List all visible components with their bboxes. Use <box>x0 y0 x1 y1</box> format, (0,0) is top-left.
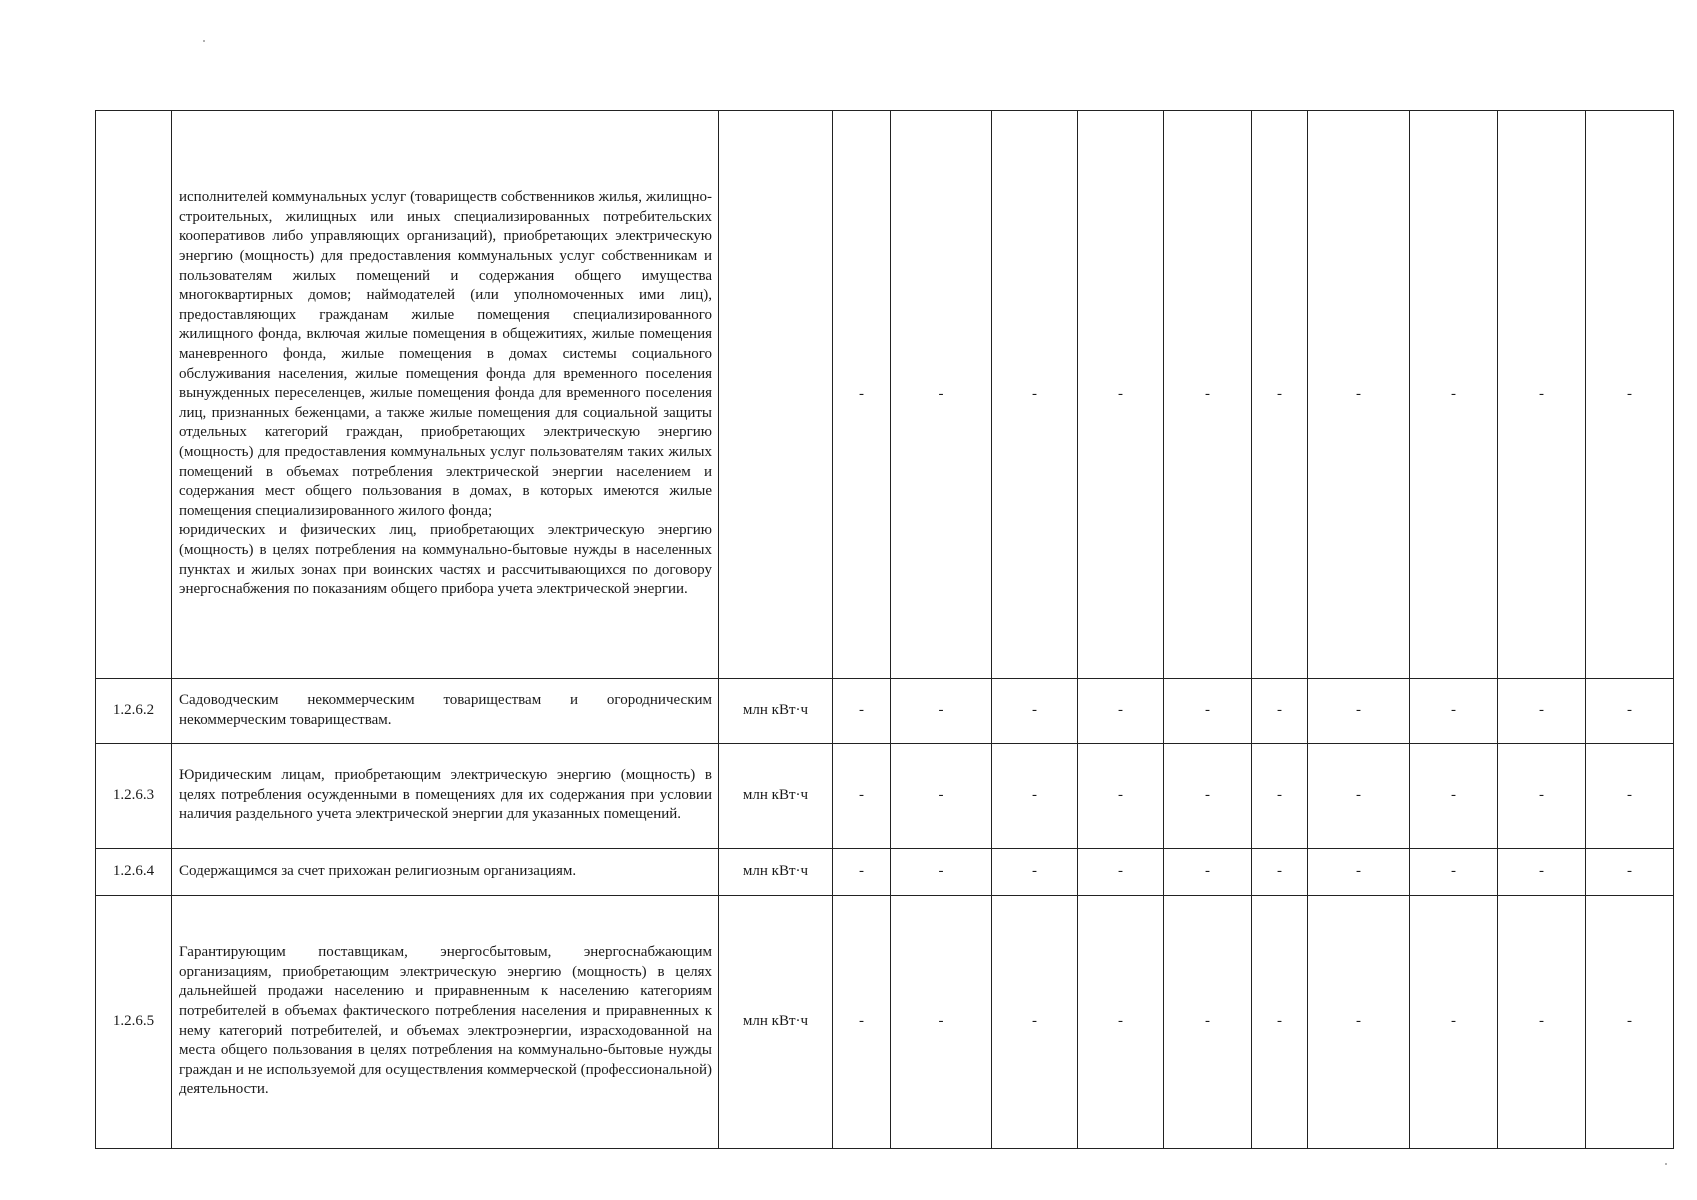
scan-speck <box>1665 1163 1667 1165</box>
value-cell: - <box>833 679 891 744</box>
description-paragraph: Юридическим лицам, приобретающим электрическую энергию (мощность) в целях потребления осужденными в помещениях для их содержания при условии наличия раздельного учета электрической энергии для указанных помещений. <box>179 767 712 823</box>
value-cell: - <box>1586 896 1674 1149</box>
table-row <box>96 896 1674 1149</box>
value-cell: - <box>992 679 1078 744</box>
row-description <box>172 679 719 744</box>
data-table <box>95 110 1674 1149</box>
value-cell: - <box>1308 896 1410 1149</box>
table-row <box>96 849 1674 896</box>
value-cell: - <box>1164 849 1252 896</box>
value-cell: - <box>992 849 1078 896</box>
row-unit: млн кВт·ч <box>719 896 833 1149</box>
value-cell: - <box>1410 111 1498 679</box>
value-cell: - <box>1410 849 1498 896</box>
value-cell: - <box>992 111 1078 679</box>
row-description <box>172 744 719 849</box>
value-cell: - <box>1410 896 1498 1149</box>
value-cell: - <box>891 111 992 679</box>
value-cell: - <box>1078 111 1164 679</box>
value-cell: - <box>1164 111 1252 679</box>
table-row <box>96 111 1674 679</box>
row-unit: млн кВт·ч <box>719 744 833 849</box>
value-cell: - <box>1586 849 1674 896</box>
value-cell: - <box>1586 111 1674 679</box>
value-cell: - <box>891 679 992 744</box>
row-number: 1.2.6.5 <box>96 896 172 1149</box>
value-cell: - <box>992 744 1078 849</box>
value-cell: - <box>833 744 891 849</box>
table-row <box>96 744 1674 849</box>
value-cell: - <box>1252 849 1308 896</box>
value-cell: - <box>1308 744 1410 849</box>
description-paragraph: Содержащимся за счет прихожан религиозным организациям. <box>179 862 577 879</box>
value-cell: - <box>1498 849 1586 896</box>
row-description <box>172 111 719 679</box>
value-cell: - <box>1308 111 1410 679</box>
description-paragraph: юридических и физических лиц, приобретающих электрическую энергию (мощность) в целях потребления на коммунально-бытовые нужды в населенных пунктах и жилых зонах при воинских частях и рассчитывающихся по договору энергоснабжения по показаниям общего прибора учета электрической энергии. <box>179 522 712 598</box>
value-cell: - <box>1252 896 1308 1149</box>
row-description <box>172 896 719 1149</box>
value-cell: - <box>833 849 891 896</box>
value-cell: - <box>891 744 992 849</box>
scan-speck <box>203 40 205 42</box>
value-cell: - <box>1252 111 1308 679</box>
value-cell: - <box>1078 679 1164 744</box>
row-number <box>96 111 172 679</box>
row-description <box>172 849 719 896</box>
value-cell: - <box>1078 896 1164 1149</box>
value-cell: - <box>1410 679 1498 744</box>
value-cell: - <box>1164 744 1252 849</box>
row-number: 1.2.6.2 <box>96 679 172 744</box>
value-cell: - <box>1308 849 1410 896</box>
description-paragraph: Садоводческим некоммерческим товариществам и огородническим некоммерческим товариществам. <box>179 691 712 728</box>
value-cell: - <box>833 896 891 1149</box>
value-cell: - <box>1586 679 1674 744</box>
table-body <box>96 111 1674 1149</box>
description-paragraph: исполнителей коммунальных услуг (товариществ собственников жилья, жилищно-строительных, жилищных или иных специализированных потребительских кооперативов либо управляющих организаций), приобретающих электрическую энергию (мощность) для предоставления коммунальных услуг собственникам и пользователям жилых помещений и содержания общего имущества многоквартирных домов; наймодателей (или уполномоченных ими лиц), предоставляющих гражданам жилые помещения специализированного жилищного фонда, включая жилые помещения в общежитиях, жилые помещения маневренного фонда, жилые помещения в домах системы социального обслуживания населения, жилые помещения фонда для временного поселения вынужденных переселенцев, жилые помещения фонда для временного поселения лиц, признанных беженцами, а также жилые помещения для социальной защиты отдельных категорий граждан, приобретающих электрическую энергию (мощность) для предоставления коммунальных услуг пользователям таких жилых помещений в объемах потребления электрической энергии населением и содержания мест общего пользования в домах, в которых имеются жилые помещения специализированного жилого фонда; <box>179 189 712 519</box>
value-cell: - <box>1164 679 1252 744</box>
value-cell: - <box>1498 679 1586 744</box>
value-cell: - <box>1078 744 1164 849</box>
value-cell: - <box>891 896 992 1149</box>
value-cell: - <box>992 896 1078 1149</box>
row-unit: млн кВт·ч <box>719 679 833 744</box>
value-cell: - <box>1252 679 1308 744</box>
value-cell: - <box>1498 896 1586 1149</box>
value-cell: - <box>1410 744 1498 849</box>
value-cell: - <box>1498 111 1586 679</box>
value-cell: - <box>1252 744 1308 849</box>
row-number: 1.2.6.3 <box>96 744 172 849</box>
value-cell: - <box>1164 896 1252 1149</box>
value-cell: - <box>833 111 891 679</box>
row-number: 1.2.6.4 <box>96 849 172 896</box>
value-cell: - <box>1586 744 1674 849</box>
value-cell: - <box>891 849 992 896</box>
description-paragraph: Гарантирующим поставщикам, энергосбытовым, энергоснабжающим организациям, приобретающим электрическую энергию (мощность) в целях дальнейшей продажи населению и приравненным к населению категориям потребителей в объемах фактического потребления населения и приравненных к нему категорий потребителей, и объемах электроэнергии, израсходованной на места общего пользования в целях потребления на коммунально-бытовые нужды граждан и не используемой для осуществления коммерческой (профессиональной) деятельности. <box>179 944 712 1098</box>
value-cell: - <box>1498 744 1586 849</box>
row-unit: млн кВт·ч <box>719 849 833 896</box>
value-cell: - <box>1308 679 1410 744</box>
table-row <box>96 679 1674 744</box>
row-unit <box>719 111 833 679</box>
value-cell: - <box>1078 849 1164 896</box>
